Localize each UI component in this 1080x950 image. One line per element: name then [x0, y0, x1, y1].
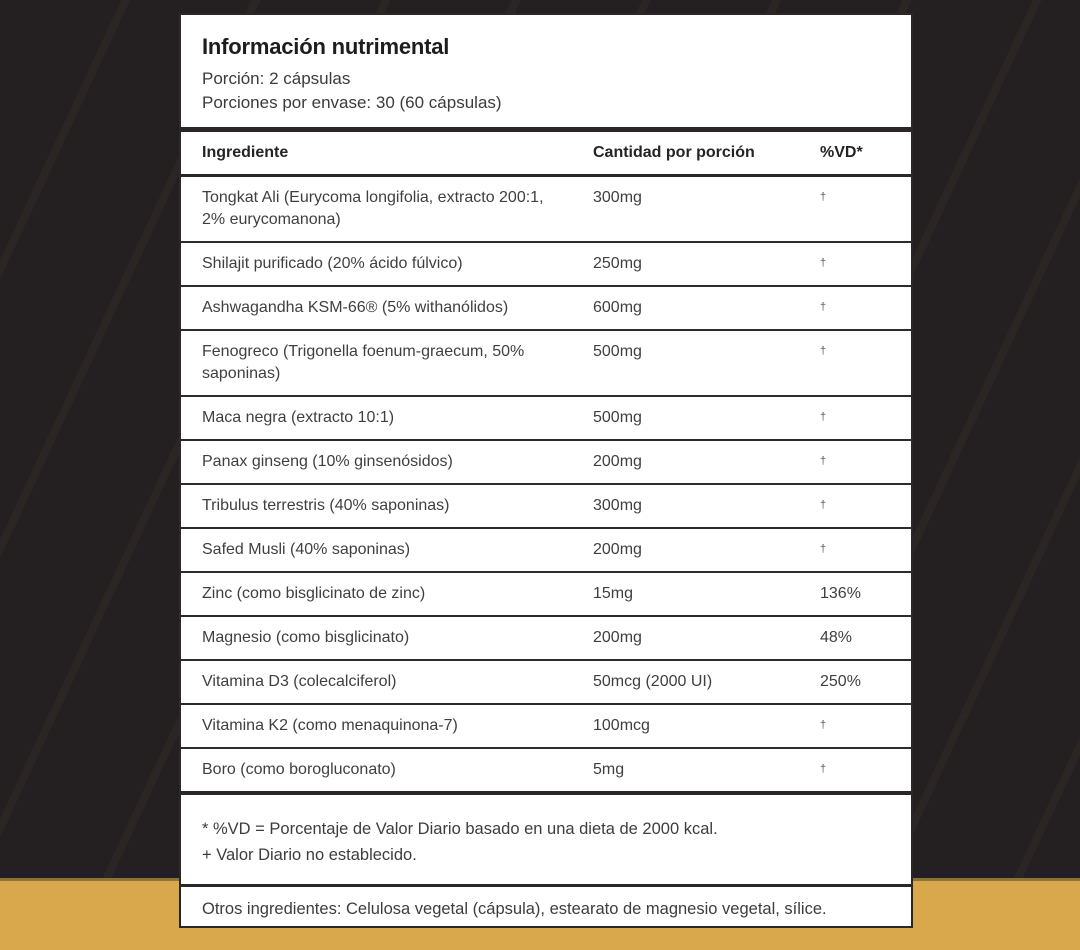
other-ingredients-text: Otros ingredientes: Celulosa vegetal (cápsula), estearato de magnesio vegetal, sílice.	[202, 900, 827, 918]
daily-value-cell: †	[820, 301, 827, 313]
serving-size-text: Porción: 2 cápsulas	[202, 69, 351, 88]
footnote-dv-definition: * %VD = Porcentaje de Valor Diario basado en una dieta de 2000 kcal.	[202, 820, 718, 838]
column-header-dv: %VD*	[820, 144, 863, 161]
amount-per-serving-cell: 600mg	[593, 299, 642, 316]
ingredient-name-cell: Fenogreco (Trigonella foenum-graecum, 50% saponinas)	[202, 343, 525, 382]
amount-per-serving-cell: 300mg	[593, 189, 642, 206]
amount-per-serving-cell: 250mg	[593, 255, 642, 272]
servings-per-container-text: Porciones por envase: 30 (60 cápsulas)	[202, 93, 502, 112]
table-row	[181, 747, 911, 791]
table-row	[181, 177, 911, 241]
amount-per-serving-cell: 200mg	[593, 453, 642, 470]
table-row	[181, 329, 911, 395]
amount-per-serving-cell: 200mg	[593, 541, 642, 558]
daily-value-cell: †	[820, 411, 827, 423]
ingredient-name-cell: Vitamina K2 (como menaquinona-7)	[202, 717, 458, 734]
table-row	[181, 571, 911, 615]
column-header-ingredient: Ingrediente	[202, 144, 289, 161]
ingredient-name-cell: Zinc (como bisglicinato de zinc)	[202, 585, 426, 602]
table-row	[181, 395, 911, 439]
label-title: Información nutrimental	[202, 34, 450, 59]
ingredient-name-cell: Safed Musli (40% saponinas)	[202, 541, 411, 558]
daily-value-cell: †	[820, 257, 827, 269]
ingredient-name-cell: Vitamina D3 (colecalciferol)	[202, 673, 397, 690]
amount-per-serving-cell: 200mg	[593, 629, 642, 646]
daily-value-cell: †	[820, 455, 827, 467]
ingredient-name-cell: Maca negra (extracto 10:1)	[202, 409, 395, 426]
label-header	[181, 15, 911, 127]
ingredient-table	[181, 177, 911, 791]
amount-per-serving-cell: 500mg	[593, 409, 642, 426]
amount-per-serving-cell: 50mcg (2000 UI)	[593, 673, 713, 690]
ingredient-name-cell: Panax ginseng (10% ginsenósidos)	[202, 453, 453, 470]
amount-per-serving-cell: 500mg	[593, 343, 642, 360]
daily-value-cell: †	[820, 345, 827, 357]
table-row	[181, 483, 911, 527]
daily-value-cell: 48%	[820, 629, 853, 646]
table-row	[181, 703, 911, 747]
ingredient-name-cell: Tongkat Ali (Eurycoma longifolia, extracto 200:1, 2% eurycomanona)	[202, 189, 544, 228]
column-header-amount: Cantidad por porción	[593, 144, 755, 161]
amount-per-serving-cell: 15mg	[593, 585, 634, 602]
ingredient-name-cell: Shilajit purificado (20% ácido fúlvico)	[202, 255, 463, 272]
amount-per-serving-cell: 5mg	[593, 761, 625, 778]
table-row	[181, 527, 911, 571]
daily-value-cell: 250%	[820, 673, 861, 690]
ingredient-name-cell: Ashwagandha KSM-66® (5% withanólidos)	[202, 299, 509, 316]
nutrition-label-panel	[179, 13, 913, 928]
ingredient-name-cell: Boro (como borogluconato)	[202, 761, 396, 778]
table-row	[181, 659, 911, 703]
daily-value-cell: 136%	[820, 585, 861, 602]
amount-per-serving-cell: 100mcg	[593, 717, 650, 734]
table-row	[181, 439, 911, 483]
daily-value-cell: †	[820, 719, 827, 731]
daily-value-cell: †	[820, 543, 827, 555]
daily-value-cell: †	[820, 191, 827, 203]
footnotes	[181, 795, 911, 884]
daily-value-cell: †	[820, 763, 827, 775]
ingredient-name-cell: Tribulus terrestris (40% saponinas)	[202, 497, 450, 514]
footnote-dagger-definition: + Valor Diario no establecido.	[202, 846, 417, 864]
amount-per-serving-cell: 300mg	[593, 497, 642, 514]
daily-value-cell: †	[820, 499, 827, 511]
table-row	[181, 615, 911, 659]
table-row	[181, 285, 911, 329]
table-column-headers	[181, 132, 911, 174]
ingredient-name-cell: Magnesio (como bisglicinato)	[202, 629, 410, 646]
table-row	[181, 241, 911, 285]
